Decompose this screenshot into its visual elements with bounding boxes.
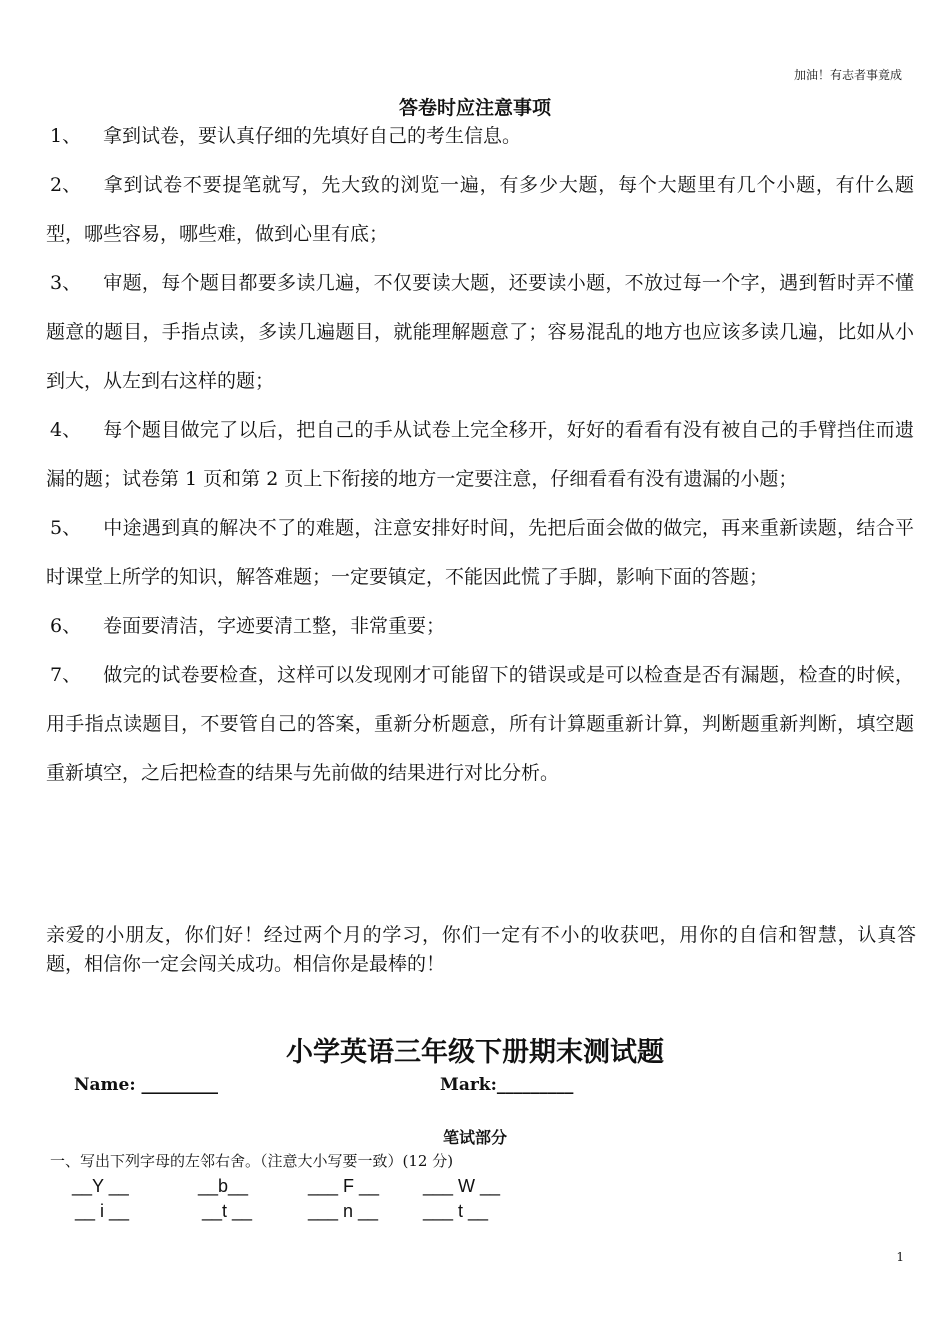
notice-item-text: 每个题目做完了以后，把自己的手从试卷上完全移开，好好的看看有没有被自己的手臂挡住而遗漏的题；试卷第 1 页和第 2 页上下衔接的地方一定要注意，仔细看看有没有遗漏的小题；: [46, 419, 914, 490]
mark-field: Mark:_________: [440, 1075, 574, 1095]
notice-item-number: 4、: [50, 419, 82, 441]
letter-blank: ___ W __: [423, 1176, 501, 1196]
notice-item-number: 5、: [50, 517, 82, 539]
notice-item: [46, 504, 914, 602]
section-title: 笔试部分: [442, 1128, 507, 1147]
letter-blank: __Y __: [72, 1176, 129, 1196]
notice-item-number: 7、: [50, 664, 82, 686]
notice-list: [46, 112, 914, 798]
letter-blank: __b__: [198, 1176, 249, 1196]
name-field: Name: _________: [74, 1075, 219, 1095]
question-1-prompt: 一、写出下列字母的左邻右舍。（注意大小写要一致）(12 分): [50, 1152, 454, 1170]
letter-blank: __t __: [202, 1201, 253, 1221]
page-number: 1: [896, 1250, 904, 1264]
notice-title: 答卷时应注意事项: [398, 97, 551, 119]
letter-blank: ___ F __: [308, 1176, 380, 1196]
notice-item-number: 1、: [50, 125, 82, 147]
exam-title: 小学英语三年级下册期末测试题: [286, 1037, 664, 1068]
notice-item-text: 拿到试卷，要认真仔细的先填好自己的考生信息。: [103, 125, 522, 147]
notice-item-text: 拿到试卷不要提笔就写，先大致的浏览一遍，有多少大题，每个大题里有几个小题，有什么题型，哪些容易，哪些难，做到心里有底；: [46, 174, 914, 245]
notice-item-text: 卷面要清洁，字迹要清工整，非常重要；: [103, 615, 446, 637]
letter-blank: __ i __: [75, 1201, 130, 1221]
notice-item-number: 2、: [50, 174, 82, 196]
notice-item-text: 做完的试卷要检查，这样可以发现刚才可能留下的错误或是可以检查是否有漏题，检查的时候，用手指点读题目，不要管自己的答案，重新分析题意，所有计算题重新计算，判断题重新判断，填空题重新填空，之后把检查的结果与先前做的结果进行对比分析。: [46, 664, 914, 784]
notice-item: [46, 602, 914, 651]
notice-item: [46, 406, 914, 504]
notice-item-text: 中途遇到真的解决不了的难题，注意安排好时间，先把后面会做的做完，再来重新读题，结合平时课堂上所学的知识，解答难题；一定要镇定，不能因此慌了手脚，影响下面的答题；: [46, 517, 914, 588]
notice-item: [46, 651, 914, 798]
notice-item-text: 审题，每个题目都要多读几遍，不仅要读大题，还要读小题，不放过每一个字，遇到暂时弄不懂题意的题目，手指点读，多读几遍题目，就能理解题意了；容易混乱的地方也应该多读几遍，比如从小到大，从左到右这样的题；: [46, 272, 914, 392]
header-motto: 加油！有志者事竟成: [793, 68, 902, 82]
notice-item: [46, 161, 914, 259]
notice-item: [46, 259, 914, 406]
letter-blank: ___ n __: [308, 1201, 379, 1221]
notice-item: [46, 112, 914, 161]
notice-item-number: 3、: [50, 272, 82, 294]
intro-paragraph: 亲爱的小朋友，你们好！经过两个月的学习，你们一定有不小的收获吧，用你的自信和智慧，认真答题，相信你一定会闯关成功。相信你是最棒的！: [46, 924, 916, 975]
notice-item-number: 6、: [50, 615, 82, 637]
letter-blank: ___ t __: [423, 1201, 489, 1221]
